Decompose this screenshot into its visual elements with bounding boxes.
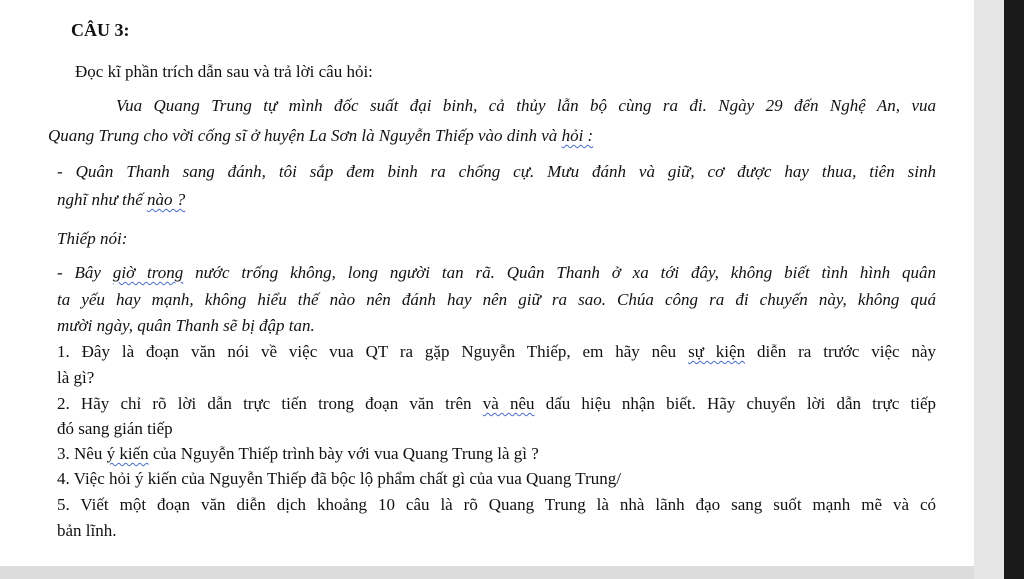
passage-line bbox=[57, 190, 185, 210]
passage-text: Quang Trung cho vời cống sĩ ở huyện La Sơn là Nguyễn Thiếp vào dinh và bbox=[48, 126, 562, 145]
passage-speaker: Thiếp nói: bbox=[57, 229, 128, 248]
question-text: 3. Nêu bbox=[57, 444, 107, 463]
question-5: 5. Viết một đoạn văn diễn dịch khoảng 10 câu là rõ Quang Trung là nhà lãnh đạo sang suốt mạnh mẽ và có bbox=[57, 495, 936, 514]
spelling-mark: và nêu bbox=[482, 394, 535, 413]
question-5-cont: bản lĩnh. bbox=[57, 521, 117, 540]
question-4: 4. Việc hỏi ý kiến của Nguyễn Thiếp đã bộc lộ phẩm chất gì của vua Quang Trung/ bbox=[57, 469, 621, 488]
passage-text: - Bây bbox=[57, 263, 113, 282]
question-text: của Nguyễn Thiếp trình bày với vua Quang Trung là gì ? bbox=[148, 444, 539, 463]
passage-line: - Quân Thanh sang đánh, tôi sắp đem binh ra chống cự. Mưu đánh và giữ, cơ được hay thua, tiên sinh bbox=[57, 162, 936, 181]
question-2 bbox=[57, 394, 936, 414]
spelling-mark: giờ trong bbox=[112, 263, 184, 282]
spelling-mark: nào ? bbox=[147, 190, 186, 209]
spelling-mark: hỏi : bbox=[561, 126, 594, 145]
passage-line bbox=[57, 263, 936, 283]
instruction-text: Đọc kĩ phần trích dẫn sau và trả lời câu hỏi: bbox=[75, 62, 373, 81]
passage-text: nghĩ như thế bbox=[57, 190, 148, 209]
spelling-mark: sự kiện bbox=[688, 342, 746, 361]
spelling-mark: ý kiến bbox=[106, 444, 149, 463]
window-edge bbox=[974, 0, 1004, 579]
question-text: 2. Hãy chỉ rõ lời dẫn trực tiến trong đoạn văn trên bbox=[57, 394, 483, 413]
question-heading: CÂU 3: bbox=[71, 20, 130, 40]
question-text: 1. Đây là đoạn văn nói về việc vua QT ra gặp Nguyễn Thiếp, em hãy nêu bbox=[57, 342, 689, 361]
question-2-cont: đó sang gián tiếp bbox=[57, 419, 173, 438]
passage-line: Vua Quang Trung tự mình đốc suất đại binh, cả thủy lẫn bộ cùng ra đi. Ngày 29 đến Nghệ An, vua bbox=[116, 96, 936, 115]
passage-line: mười ngày, quân Thanh sẽ bị đập tan. bbox=[57, 316, 315, 335]
question-1 bbox=[57, 342, 936, 362]
question-3 bbox=[57, 444, 539, 464]
question-1-cont: là gì? bbox=[57, 368, 95, 387]
passage-text: nước trống không, long người tan rã. Quân Thanh ở xa tới đây, không biết tình hình quân bbox=[183, 263, 936, 282]
passage-line bbox=[48, 126, 593, 146]
question-text: diễn ra trước việc này bbox=[745, 342, 936, 361]
passage-line: ta yếu hay mạnh, không hiểu thế nào nên đánh hay nên giữ ra sao. Chúa công ra đi chuyến này, không quá bbox=[57, 290, 936, 309]
question-text: dấu hiệu nhận biết. Hãy chuyển lời dẫn trực tiếp bbox=[534, 394, 936, 413]
